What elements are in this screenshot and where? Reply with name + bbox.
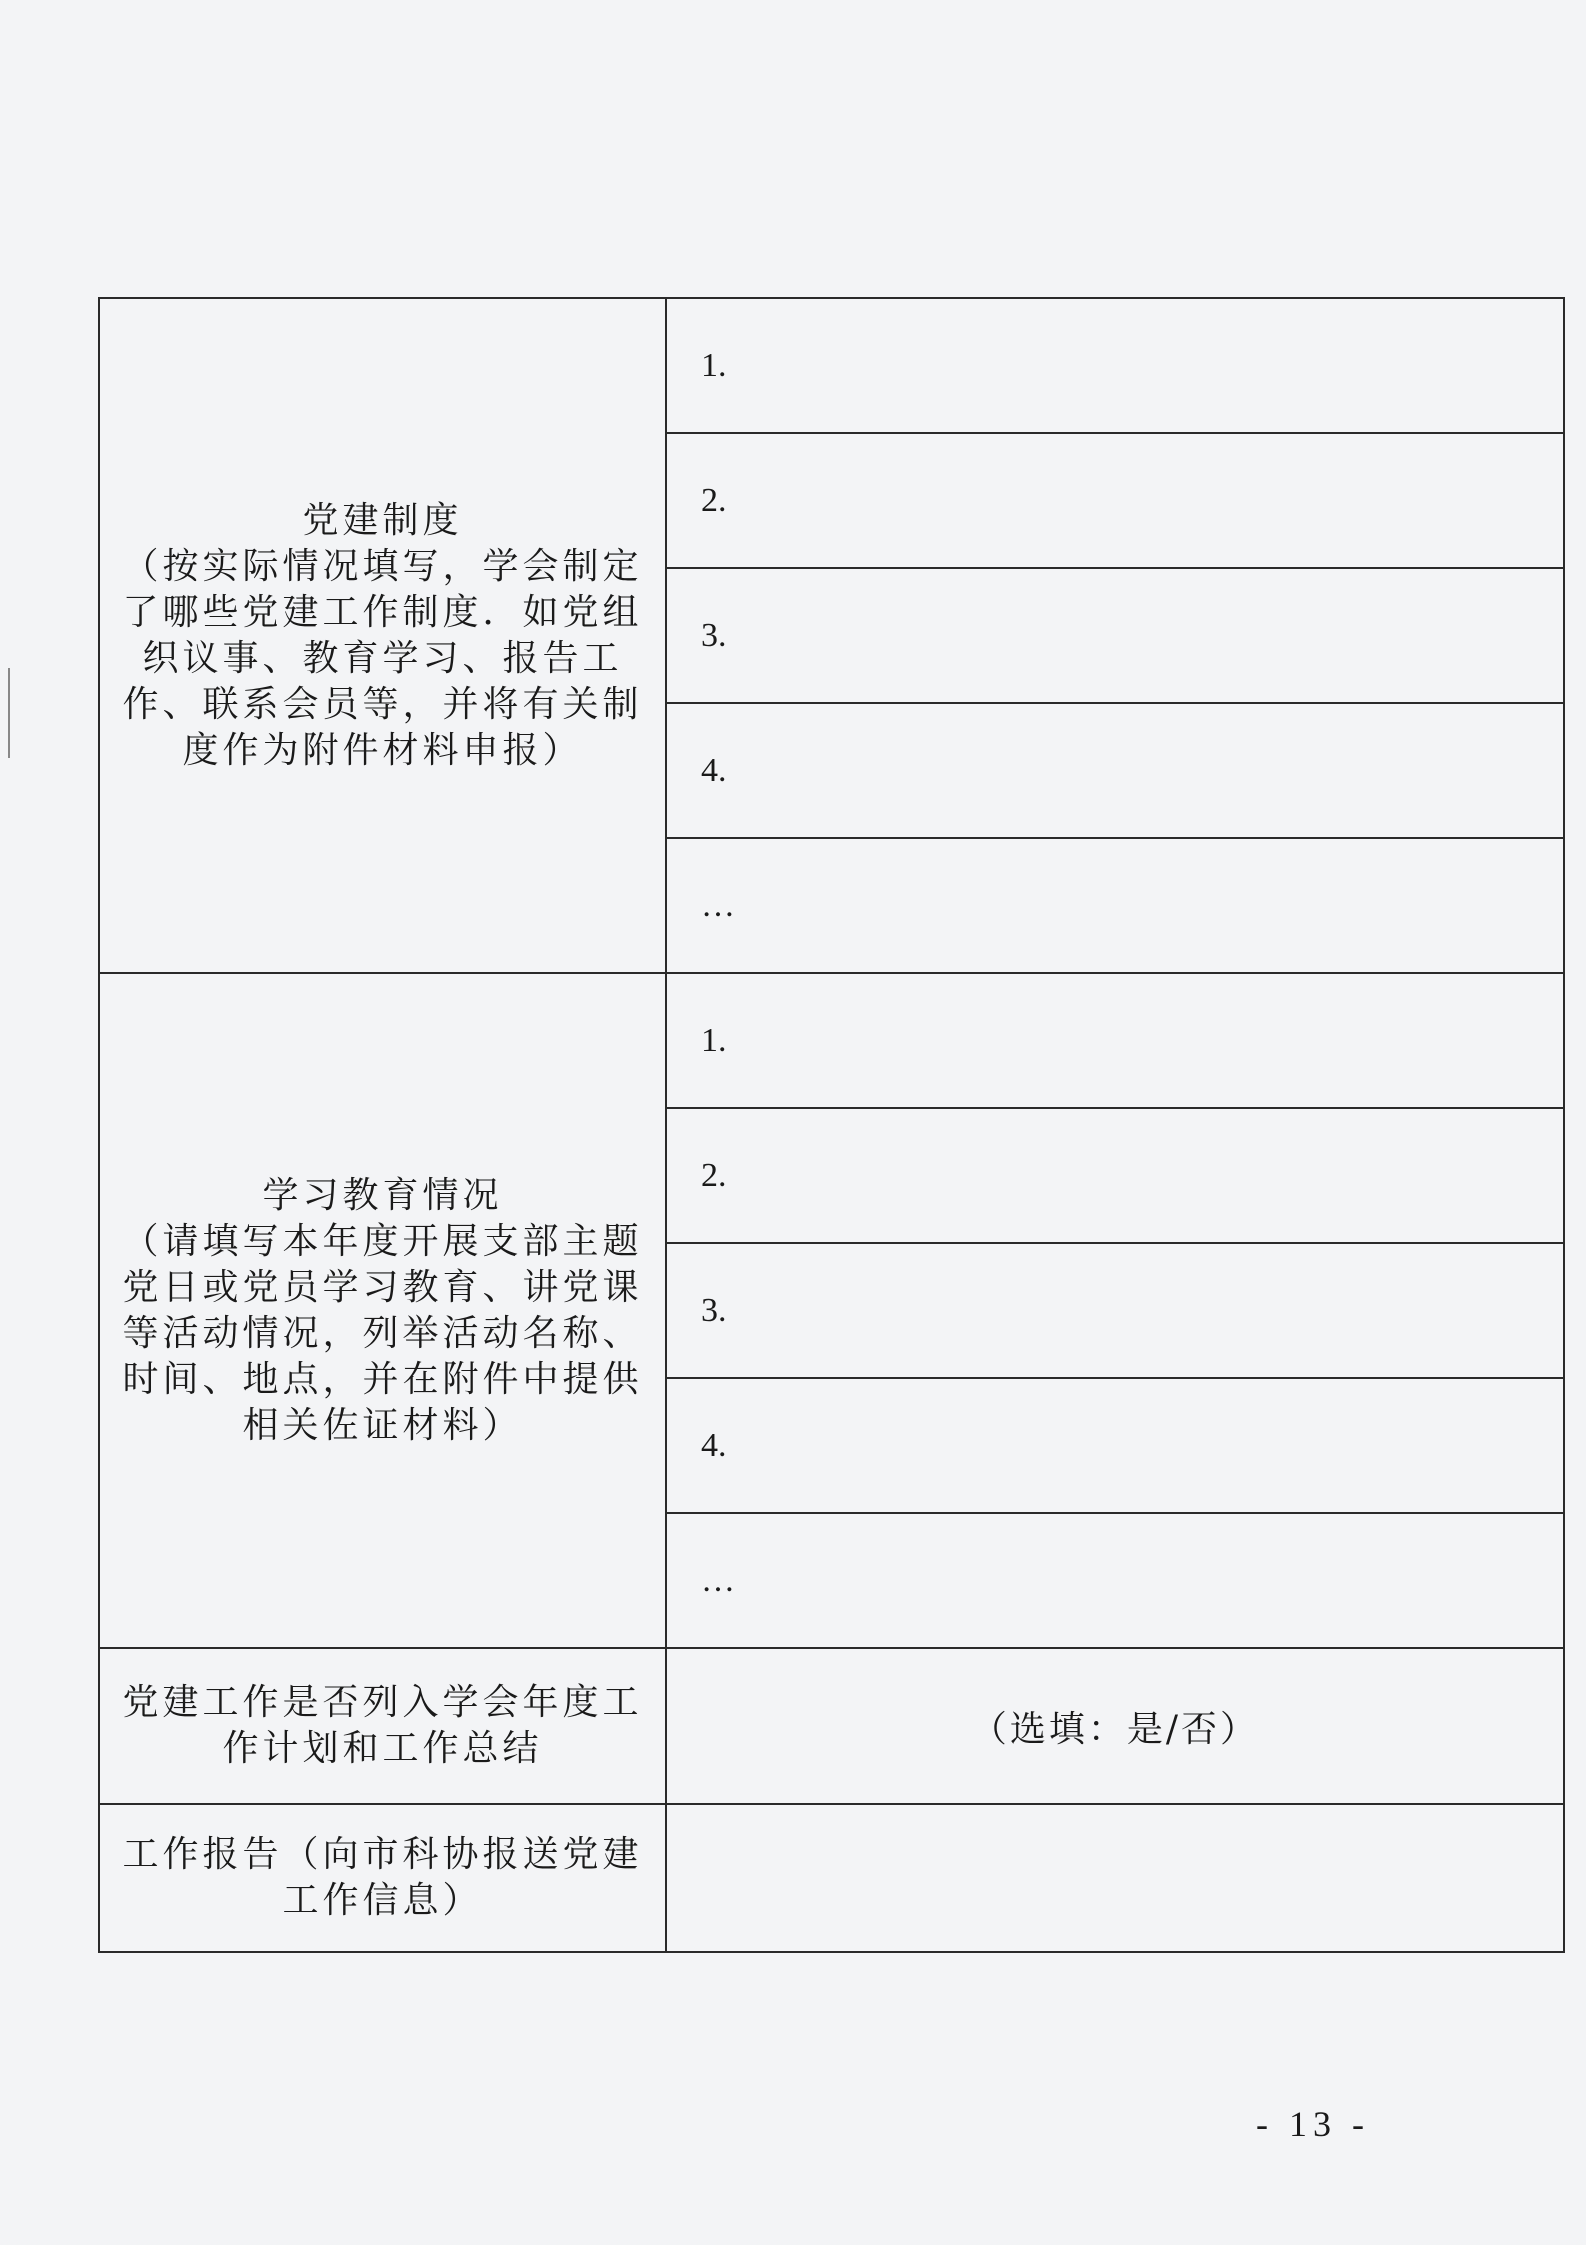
- party-building-form-table: [98, 297, 1565, 1953]
- party-system-item-1[interactable]: 1.: [666, 298, 1564, 433]
- study-education-title: 学习教育情况: [262, 1174, 503, 1216]
- party-system-item-2[interactable]: 2.: [666, 433, 1564, 568]
- plan-row-value[interactable]: （选填：是/否）: [666, 1648, 1564, 1804]
- study-education-item-1[interactable]: 1.: [666, 973, 1564, 1108]
- party-system-description: （按实际情况填写，学会制定了哪些党建工作制度．如党组织议事、教育学习、报告工作、联系会员等，并将有关制度作为附件材料申报）: [122, 545, 643, 771]
- study-education-description: （请填写本年度开展支部主题党日或党员学习教育、讲党课等活动情况，列举活动名称、时间、地点，并在附件中提供相关佐证材料）: [122, 1220, 643, 1446]
- report-row-label: 工作报告（向市科协报送党建工作信息）: [99, 1804, 666, 1952]
- study-education-item-3[interactable]: 3.: [666, 1243, 1564, 1378]
- study-education-label-cell: [99, 973, 666, 1648]
- page-number: - 13 -: [1256, 2104, 1370, 2144]
- study-education-item-4[interactable]: 4.: [666, 1378, 1564, 1513]
- study-education-item-more[interactable]: …: [666, 1513, 1564, 1648]
- party-system-item-4[interactable]: 4.: [666, 703, 1564, 838]
- report-row-value[interactable]: [666, 1804, 1564, 1952]
- table-row: [99, 973, 1564, 1108]
- party-system-label-cell: [99, 298, 666, 973]
- party-system-item-3[interactable]: 3.: [666, 568, 1564, 703]
- party-system-title: 党建制度: [302, 499, 463, 541]
- party-system-item-more[interactable]: …: [666, 838, 1564, 973]
- table-row: [99, 1804, 1564, 1952]
- margin-mark: [8, 668, 10, 758]
- table-row: [99, 1648, 1564, 1804]
- plan-row-label: 党建工作是否列入学会年度工作计划和工作总结: [99, 1648, 666, 1804]
- study-education-item-2[interactable]: 2.: [666, 1108, 1564, 1243]
- table-row: [99, 298, 1564, 433]
